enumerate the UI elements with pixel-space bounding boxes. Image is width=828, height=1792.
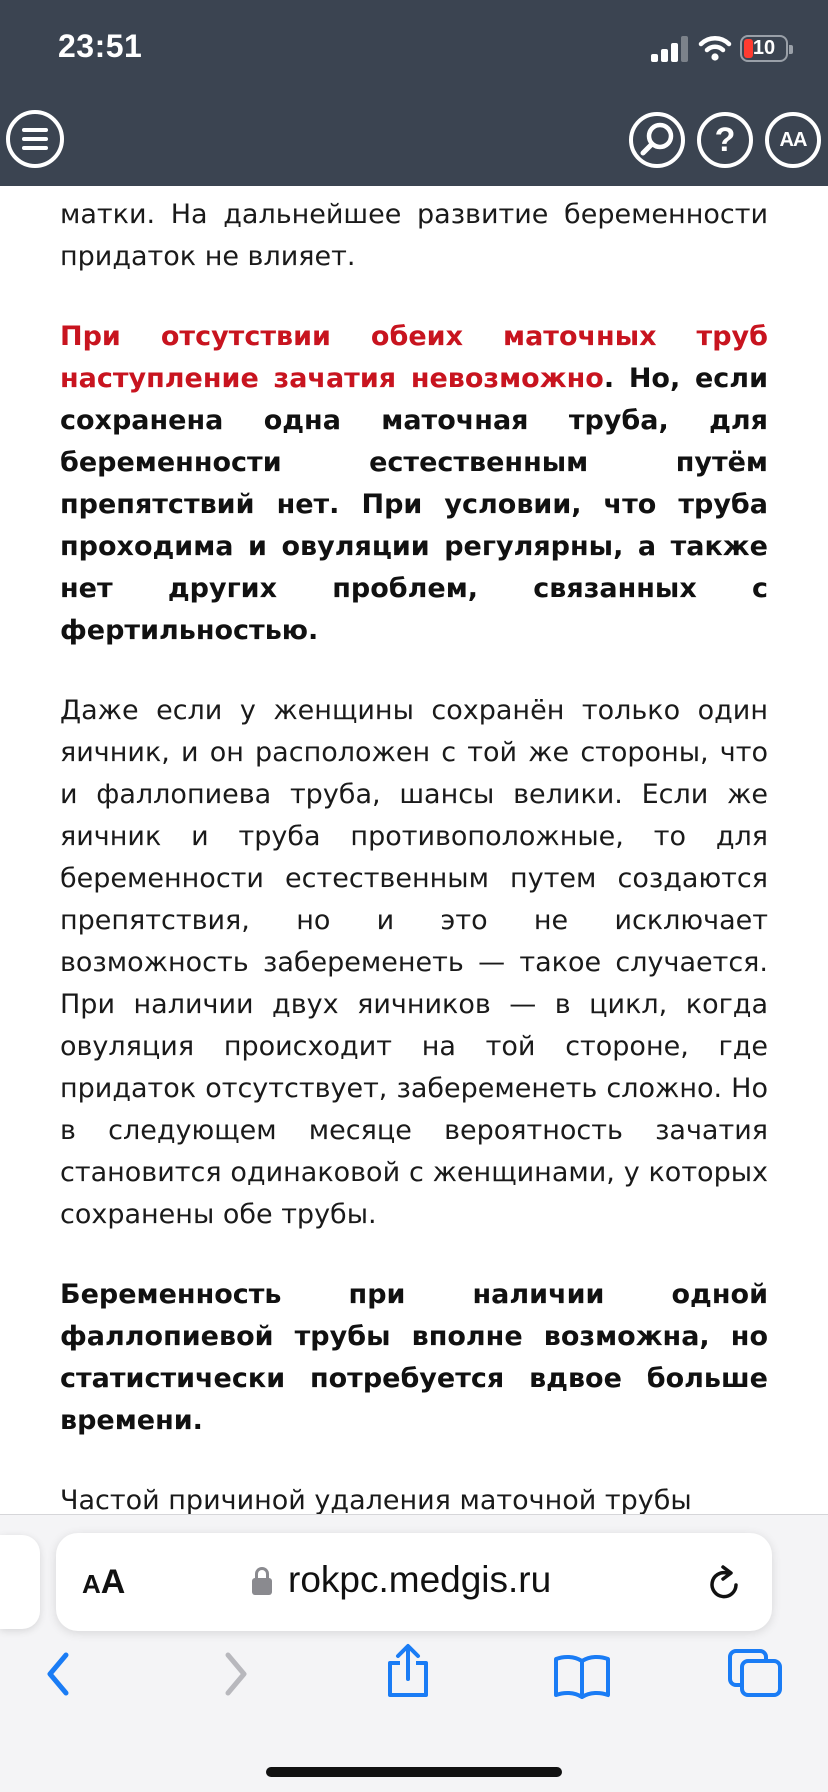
browser-toolbar bbox=[0, 1514, 828, 1792]
paragraph-3: Даже если у женщины сохранён только один яичник, и он расположен с той же стороны, что и фаллопиева труба, шансы велики. Если же яичник и труба противоположные, то для беременности естественным путем создаются препятствия, но и это не исключает возможность забеременеть — такое случается. При наличии двух яичников — в цикл, когда овуляция происходит на той стороне, где придаток отсутствует, забеременеть сложно. Но в следующем месяце вероятность зачатия становится одинаковой с женщинами, у которых сохранены обе трубы. bbox=[60, 695, 768, 1230]
reload-icon[interactable] bbox=[706, 1563, 744, 1603]
paragraph-4: Беременность при наличии одной фаллопиевой трубы вполне возможна, но статистически потребуется вдвое больше времени. bbox=[60, 1279, 768, 1436]
forward-icon[interactable] bbox=[218, 1649, 254, 1699]
reader-options-button[interactable]: AA bbox=[82, 1563, 126, 1601]
paragraph-2-text: . Но, если сохранена одна маточная труба, для беременности естественным путём препятствий нет. При условии, что труба проходима и овуляции регулярны, а также нет других проблем, связанных с фертильностью. bbox=[60, 363, 768, 646]
site-header bbox=[0, 0, 828, 186]
wifi-icon bbox=[698, 34, 732, 62]
paragraph-2 bbox=[60, 316, 768, 652]
article-content bbox=[60, 186, 768, 1514]
bookmarks-icon[interactable] bbox=[552, 1653, 612, 1699]
previous-tab-peek[interactable] bbox=[0, 1535, 40, 1629]
help-icon[interactable]: ? bbox=[697, 112, 753, 168]
back-icon[interactable] bbox=[40, 1649, 76, 1699]
url-text[interactable]: rokpc.medgis.ru bbox=[288, 1559, 552, 1600]
lock-icon bbox=[252, 1567, 272, 1597]
battery-icon bbox=[740, 35, 788, 62]
status-time: 23:51 bbox=[58, 28, 143, 64]
share-icon[interactable] bbox=[384, 1643, 432, 1699]
paragraph-5: Частой причиной удаления маточной трубы bbox=[60, 1485, 692, 1514]
home-indicator[interactable] bbox=[266, 1767, 562, 1777]
font-size-icon[interactable]: AA bbox=[765, 112, 821, 168]
paragraph-1: матки. На дальнейшее развитие беременности придаток не влияет. bbox=[60, 199, 768, 272]
address-bar[interactable] bbox=[56, 1533, 772, 1631]
battery-level: 10 bbox=[752, 37, 776, 59]
highlight-text: При отсутствии обеих маточных труб наступление зачатия невозможно bbox=[60, 321, 768, 394]
cellular-signal-icon bbox=[651, 36, 687, 62]
tabs-icon[interactable] bbox=[726, 1647, 784, 1699]
search-icon[interactable] bbox=[629, 112, 685, 168]
hamburger-menu-icon[interactable] bbox=[6, 110, 64, 168]
